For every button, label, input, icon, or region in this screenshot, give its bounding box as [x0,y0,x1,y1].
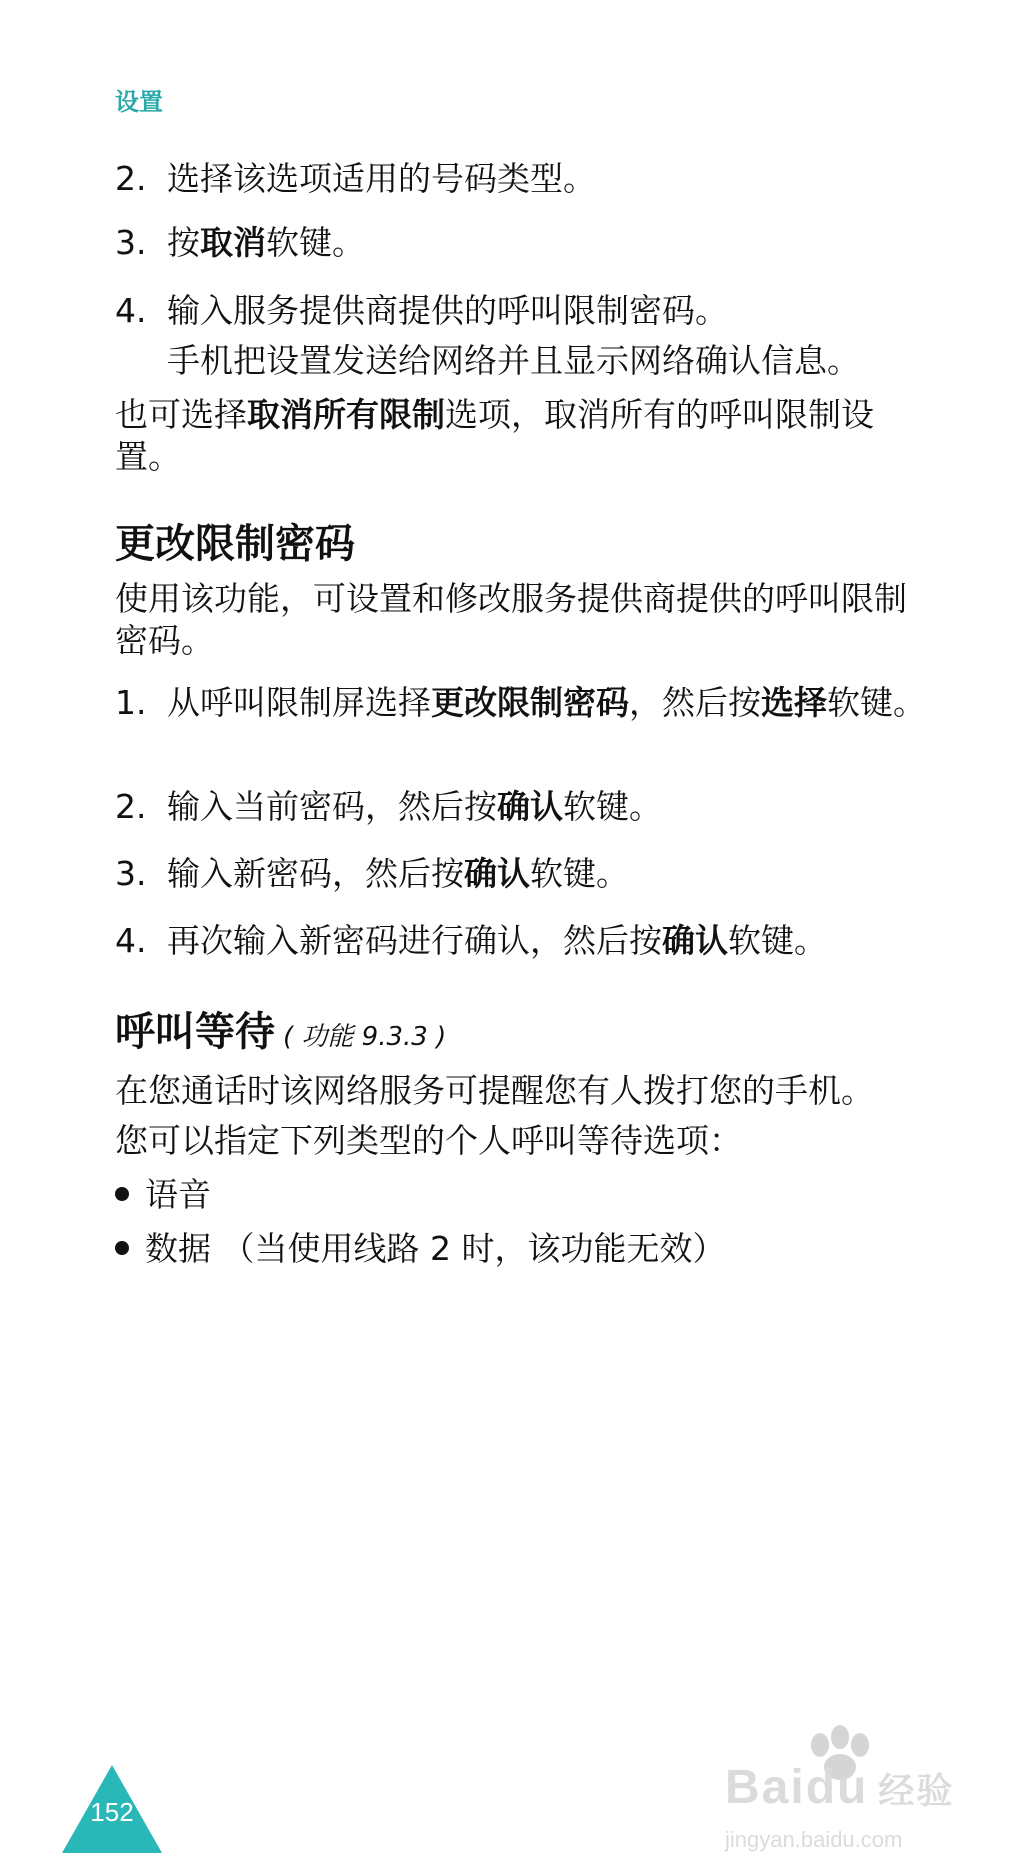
paragraph-pre: 也可选择 [115,395,247,434]
step-number: 3. [115,223,147,262]
step-text [167,222,927,264]
step-text-bold: 更改限制密码 [431,683,629,722]
step-note: 手机把设置发送给网络并且显示网络确认信息。 [167,341,860,380]
step-text-bold: 选择 [761,683,827,722]
bullet-item [115,1228,725,1270]
step-text-post: 软键。 [827,683,926,722]
paragraph: 在您通话时该网络服务可提醒您有人拨打您的手机。 [115,1071,874,1110]
step-number: 2. [115,159,147,198]
paragraph-bold: 取消所有限制 [247,395,445,434]
watermark [725,1705,995,1865]
section-heading: 更改限制密码 [115,521,355,567]
paragraph-post: 选项，取消所有的呼叫限制设置。 [115,395,874,476]
paragraph: 您可以指定下列类型的个人呼叫等待选项： [115,1121,742,1160]
step-number: 3. [115,854,147,893]
step-text-pre: 按 [167,223,200,262]
step-text-post: 软键。 [728,921,827,960]
bullet-dot-icon [115,1187,129,1201]
bullet-text: 数据 （当使用线路 2 时，该功能无效） [145,1229,726,1268]
watermark-brand-part: du [805,1761,869,1814]
step-text: 选择该选项适用的号码类型。 [167,159,596,198]
step-text-post: 软键。 [563,787,662,826]
step-text-bold: 确认 [662,921,728,960]
bullet-dot-icon [115,1241,129,1255]
step-text-pre: 输入当前密码，然后按 [167,787,497,826]
step-text [167,853,927,895]
step-text-bold: 取消 [200,223,266,262]
step-text-pre: 从呼叫限制屏选择 [167,683,431,722]
step-text [167,786,927,828]
bullet-item [115,1174,211,1216]
step-text-post: 软键。 [530,854,629,893]
watermark-url: jingyan.baidu.com [725,1827,903,1852]
page-number: 152 [90,1797,134,1827]
step-text: 输入服务提供商提供的呼叫限制密码。 [167,291,728,330]
step-text-bold: 确认 [497,787,563,826]
bullet-text: 语音 [145,1175,211,1214]
watermark-brand [725,1760,954,1815]
step-text-pre: 输入新密码，然后按 [167,854,464,893]
section-tag: 设置 [115,88,163,116]
section-title: 呼叫等待 [115,1009,275,1055]
section-heading [115,1008,446,1061]
paragraph [115,394,915,478]
step-text [167,920,927,962]
step-text-mid: ，然后按 [629,683,761,722]
watermark-sub: 经验 [878,1770,955,1811]
function-number: ( 功能 9.3.3 ) [283,1022,447,1052]
step-number: 2. [115,787,147,826]
step-text-post: 软键。 [266,223,365,262]
step-text [167,682,927,724]
step-text-pre: 再次输入新密码进行确认，然后按 [167,921,662,960]
step-text-bold: 确认 [464,854,530,893]
step-number: 4. [115,921,147,960]
section-intro: 使用该功能，可设置和修改服务提供商提供的呼叫限制密码。 [115,579,907,660]
watermark-brand-part: Bai [725,1761,806,1814]
step-number: 4. [115,291,147,330]
step-number: 1. [115,683,147,722]
